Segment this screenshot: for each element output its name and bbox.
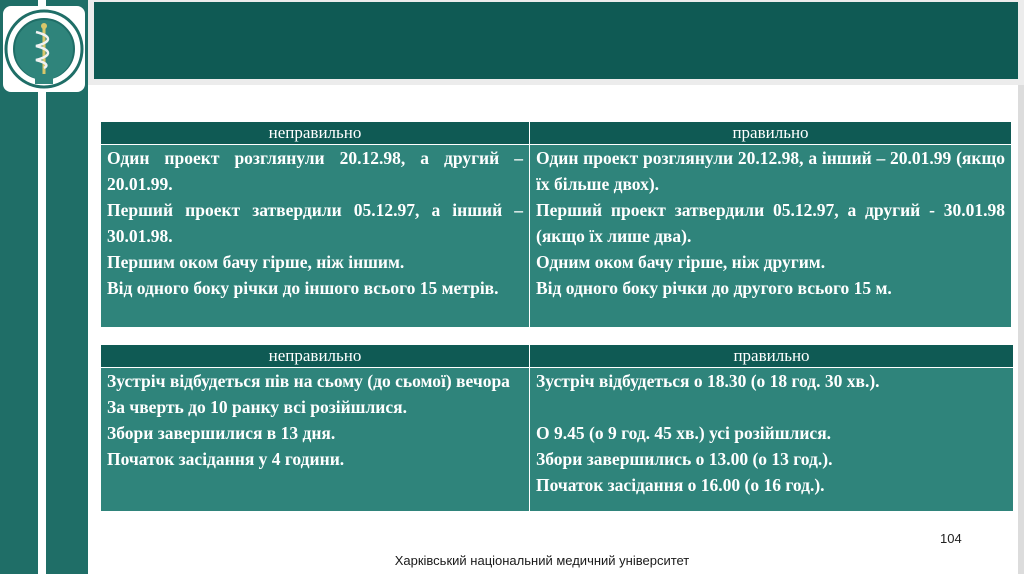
right-line: Зустріч відбудеться о 18.30 (о 18 год. 30 хв.). — [536, 371, 880, 391]
wrong-line: За чверть до 10 ранку всі розійшлися. — [107, 397, 407, 417]
university-logo — [3, 6, 85, 92]
footer-university-name: Харківський національний медичний університет — [394, 553, 690, 568]
wrong-cell — [101, 145, 530, 328]
wrong-line: Від одного боку річки до іншого всього 15 метрів. — [107, 278, 499, 298]
comparison-table-2 — [100, 344, 1014, 512]
wrong-line: Збори завершилися в 13 дня. — [107, 423, 336, 443]
right-line: Перший проект затвердили 05.12.97, а другий - 30.01.98 (якщо їх лише два). — [536, 200, 1005, 246]
table-header-row — [101, 122, 1012, 145]
header-wrong: неправильно — [101, 122, 530, 145]
right-line: Від одного боку річки до другого всього 15 м. — [536, 278, 892, 298]
right-side-bar — [1018, 85, 1024, 574]
table-row — [101, 145, 1012, 328]
right-cell — [530, 145, 1012, 328]
right-cell — [530, 368, 1014, 512]
header-bar — [94, 2, 1018, 79]
right-line: Одним оком бачу гірше, ніж другим. — [536, 252, 826, 272]
blank-line — [536, 394, 1007, 420]
table-header-row — [101, 345, 1014, 368]
right-line: О 9.45 (о 9 год. 45 хв.) усі розійшлися. — [536, 423, 832, 443]
right-line: Один проект розглянули 20.12.98, а інший – 20.01.99 (якщо їх більше двох). — [536, 148, 1005, 194]
wrong-line: Перший проект затвердили 05.12.97, а інший –30.01.98. — [107, 200, 523, 246]
header-right: правильно — [530, 122, 1012, 145]
right-line: Збори завершились о 13.00 (о 13 год.). — [536, 449, 833, 469]
table-row — [101, 368, 1014, 512]
header-wrong: неправильно — [101, 345, 530, 368]
wrong-line: Першим оком бачу гірше, ніж іншим. — [107, 252, 405, 272]
university-seal-icon — [3, 6, 85, 92]
wrong-line: Початок засідання у 4 години. — [107, 449, 345, 469]
wrong-cell — [101, 368, 530, 512]
right-line: Початок засідання о 16.00 (о 16 год.). — [536, 475, 825, 495]
comparison-table-1 — [100, 121, 1012, 328]
wrong-line: Зустріч відбудеться пів на сьому (до сьомої) вечора — [107, 371, 510, 391]
wrong-line: Один проект розглянули 20.12.98, а другий –20.01.99. — [107, 148, 523, 194]
page-number: 104 — [940, 531, 962, 546]
header-right: правильно — [530, 345, 1014, 368]
